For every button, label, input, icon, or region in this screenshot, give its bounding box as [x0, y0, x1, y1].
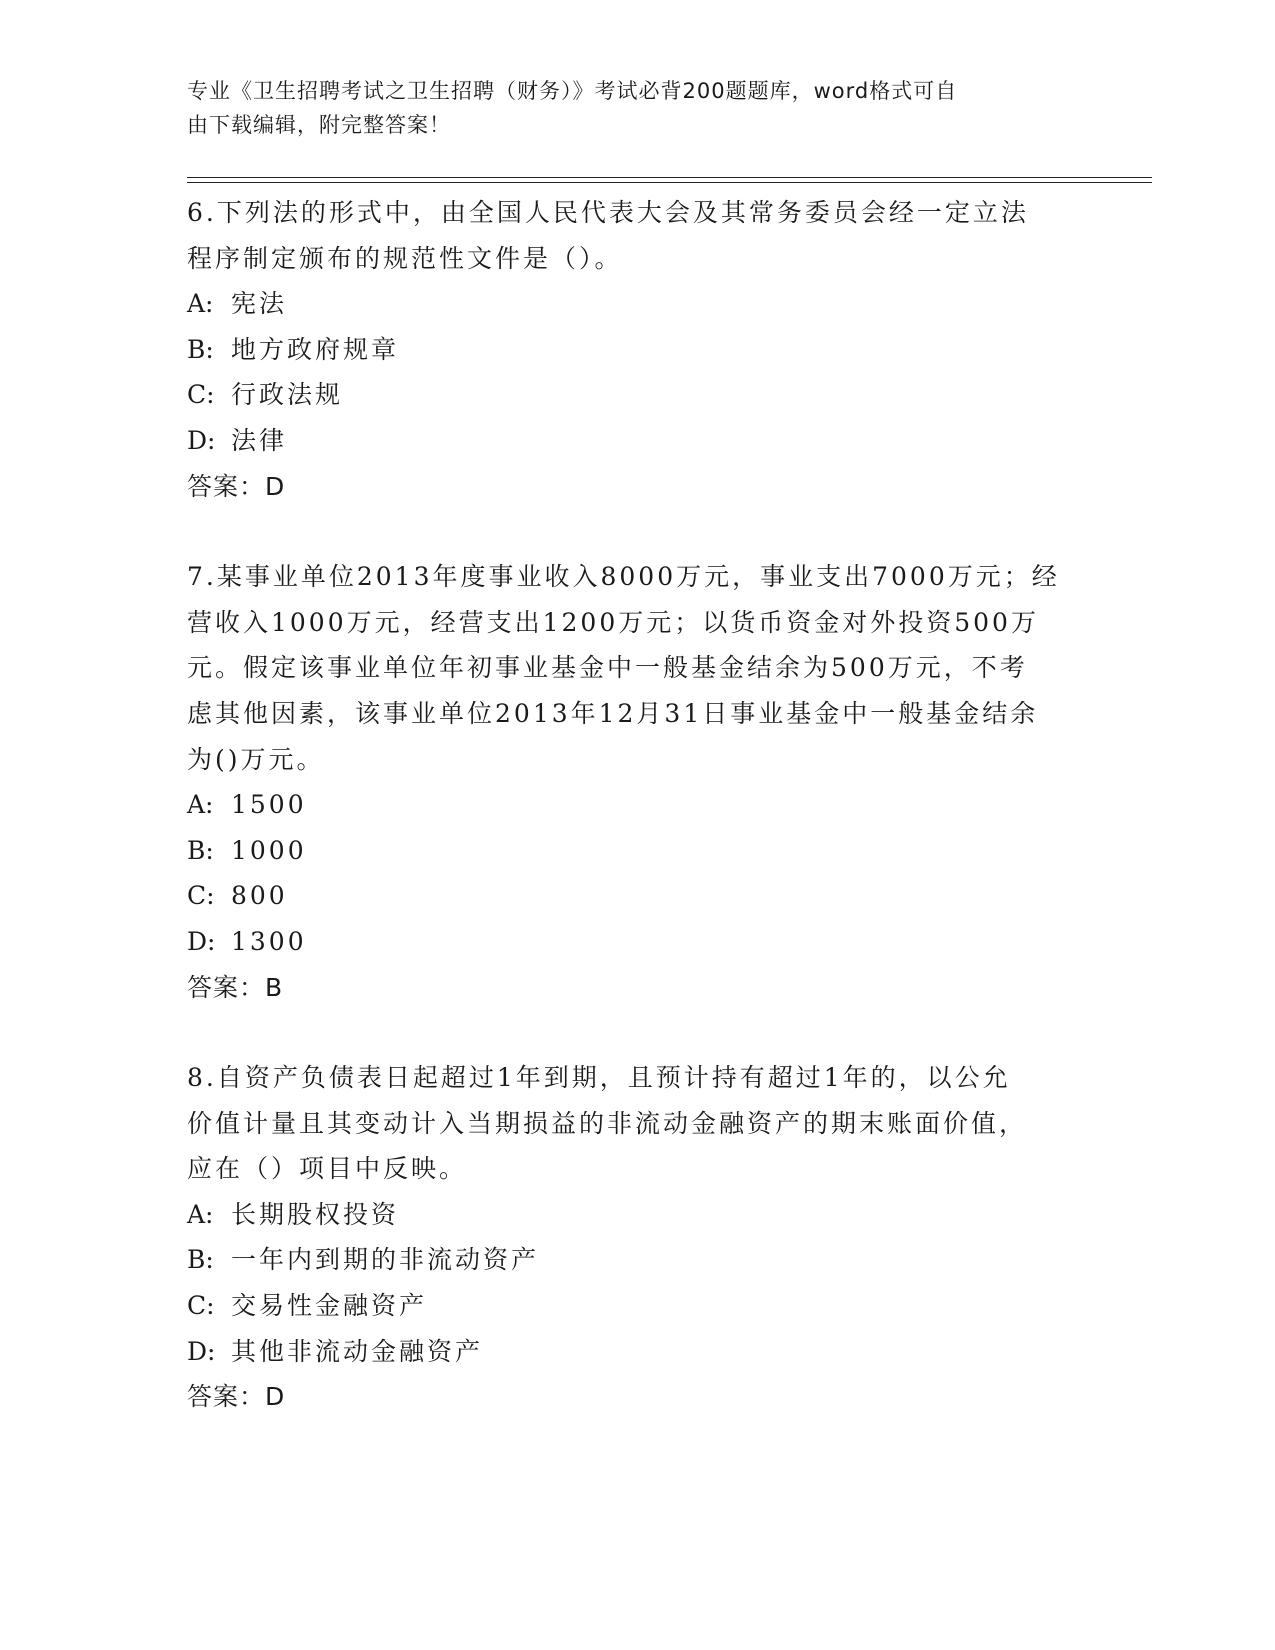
question-6-answer: 答案：D [187, 471, 286, 501]
option-text: 1300 [231, 926, 307, 956]
question-7 [187, 554, 1077, 1010]
question-7-option-b [187, 828, 1077, 874]
option-letter: A: [187, 289, 214, 319]
option-text: 1500 [231, 790, 307, 820]
option-letter: C: [187, 1291, 215, 1321]
option-letter: D: [187, 926, 216, 956]
option-text: 交易性金融资产 [231, 1291, 428, 1321]
option-letter: D: [187, 425, 216, 455]
question-7-line-4: 虑其他因素，该事业单位2013年12月31日事业基金中一般基金结余 [187, 698, 1039, 728]
question-6-option-d [187, 418, 1077, 464]
option-text: 一年内到期的非流动资产 [231, 1245, 540, 1275]
question-6-line-1: 6.下列法的形式中，由全国人民代表大会及其常务委员会经一定立法 [187, 198, 1029, 227]
question-6-option-c [187, 372, 1077, 418]
question-6-line-2: 程序制定颁布的规范性文件是（）。 [187, 243, 623, 273]
question-7-line-3: 元。假定该事业单位年初事业基金中一般基金结余为500万元，不考 [187, 653, 1028, 683]
question-list [187, 190, 1077, 1420]
option-letter: D: [187, 1336, 216, 1366]
option-text: 其他非流动金融资产 [231, 1336, 484, 1366]
header-line-2: 由下载编辑，附完整答案！ [187, 113, 451, 137]
option-text: 长期股权投资 [231, 1199, 400, 1229]
question-8-option-d [187, 1329, 1077, 1375]
question-7-line-2: 营收入1000万元，经营支出1200万元；以货币资金对外投资500万 [187, 607, 1039, 637]
question-7-option-a [187, 782, 1077, 828]
header-divider-top [187, 177, 1152, 178]
question-6-option-b [187, 327, 1077, 373]
option-text: 宪法 [231, 289, 288, 319]
question-6 [187, 190, 1077, 509]
spacer [187, 509, 1077, 554]
option-text: 行政法规 [231, 380, 344, 410]
option-text: 1000 [231, 835, 307, 865]
question-8-option-b [187, 1237, 1077, 1283]
question-8-option-c [187, 1283, 1077, 1329]
question-7-option-c [187, 873, 1077, 919]
option-letter: C: [187, 881, 215, 911]
option-letter: C: [187, 380, 215, 410]
option-letter: B: [187, 1245, 214, 1275]
option-letter: A: [187, 790, 214, 820]
question-7-option-d [187, 919, 1077, 965]
question-7-answer: 答案：B [187, 972, 284, 1002]
option-text: 800 [231, 881, 288, 911]
option-text: 法律 [231, 425, 288, 455]
question-8-line-2: 价值计量且其变动计入当期损益的非流动金融资产的期末账面价值， [187, 1108, 1028, 1138]
option-letter: A: [187, 1199, 214, 1229]
option-letter: B: [187, 334, 214, 364]
question-8-line-3: 应在（）项目中反映。 [187, 1154, 468, 1184]
header-divider-bottom [187, 182, 1152, 183]
question-7-line-1: 7.某事业单位2013年度事业收入8000万元，事业支出7000万元；经 [187, 562, 1060, 592]
option-letter: B: [187, 835, 214, 865]
spacer [187, 1010, 1077, 1055]
option-text: 地方政府规章 [231, 334, 400, 364]
question-8-option-a [187, 1192, 1077, 1238]
document-header [187, 74, 1067, 142]
question-8 [187, 1055, 1077, 1420]
question-6-option-a [187, 281, 1077, 327]
question-8-line-1: 8.自资产负债表日起超过1年到期，且预计持有超过1年的，以公允 [187, 1063, 1011, 1093]
question-8-answer: 答案：D [187, 1382, 286, 1412]
question-7-line-5: 为()万元。 [187, 744, 325, 774]
header-line-1: 专业《卫生招聘考试之卫生招聘（财务）》考试必背200题题库，word格式可自 [187, 79, 958, 103]
